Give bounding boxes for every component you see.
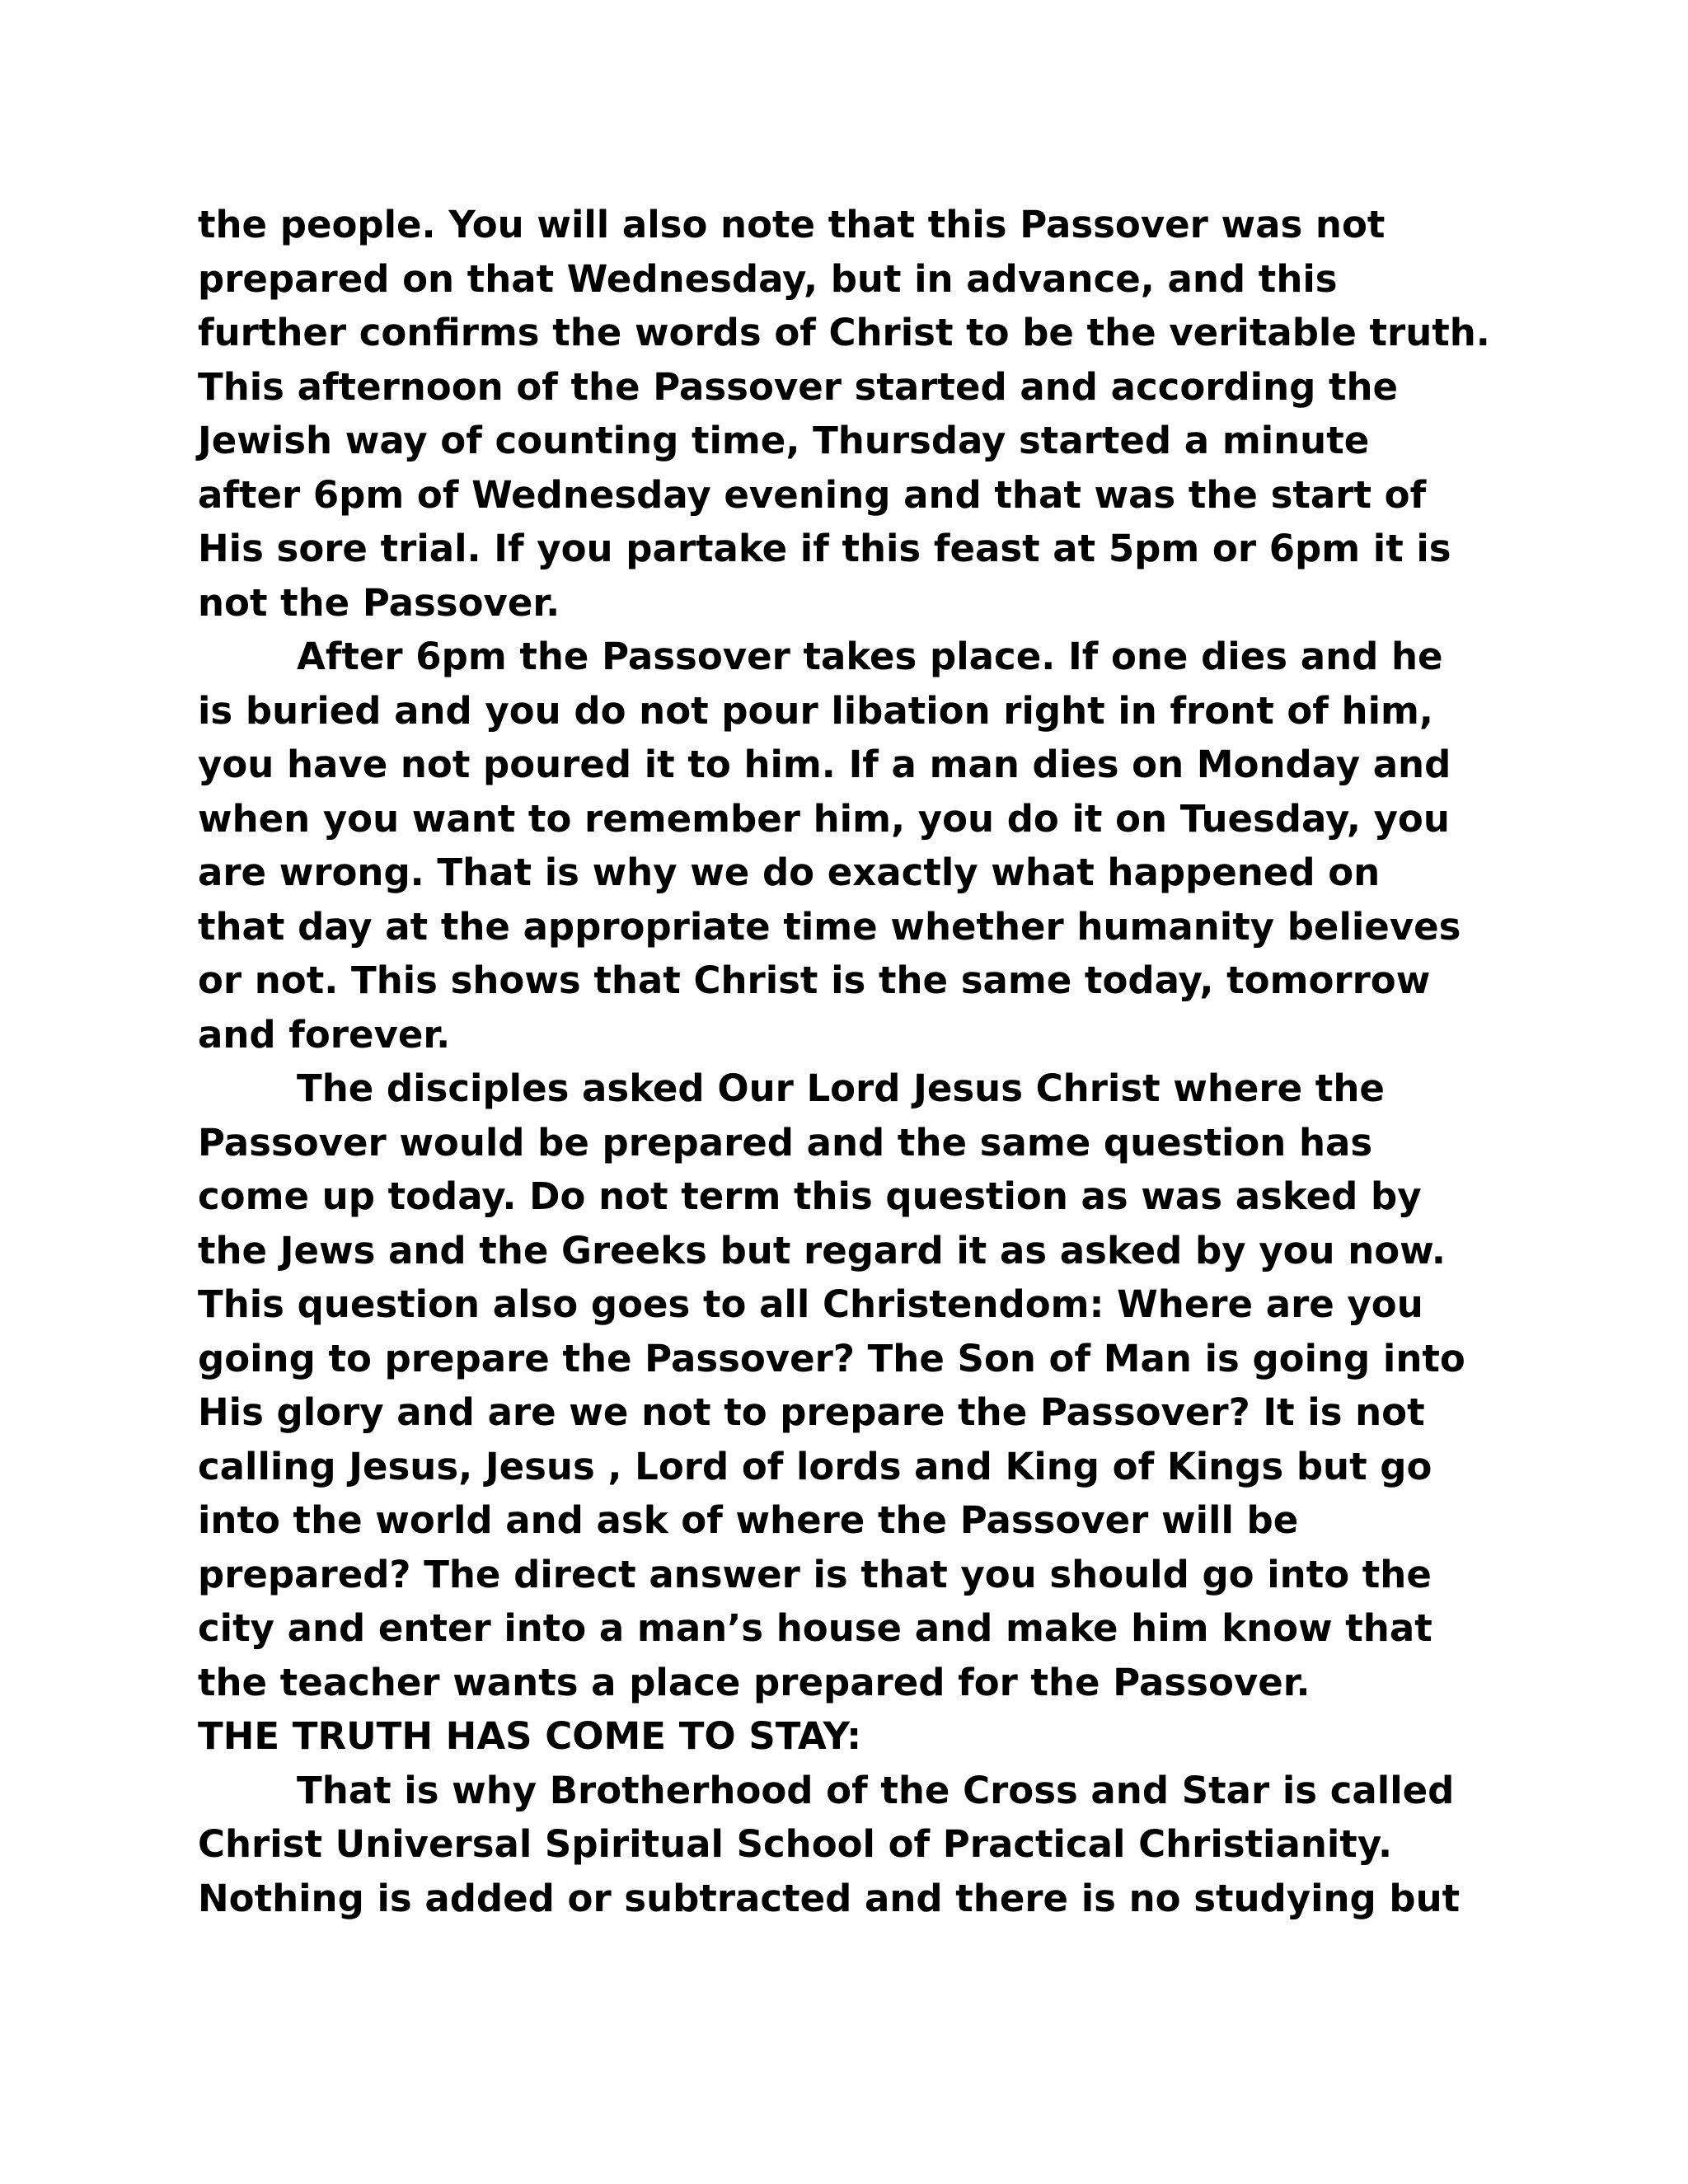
- text-line: when you want to remember him, you do it on Tuesday, you: [198, 796, 1450, 841]
- text-line: the teacher wants a place prepared for the Passover.: [198, 1660, 1311, 1704]
- text-line: Nothing is added or subtracted and there is no studying but: [198, 1876, 1461, 1920]
- text-line: Christ Universal Spiritual School of Practical Christianity.: [198, 1822, 1393, 1866]
- text-line: you have not poured it to him. If a man dies on Monday and: [198, 743, 1451, 786]
- text-line: His glory and are we not to prepare the Passover? It is not: [198, 1390, 1425, 1434]
- text-line: prepared? The direct answer is that you should go into the: [198, 1552, 1432, 1596]
- text-line: further confirms the words of Christ to be the veritable truth.: [198, 311, 1490, 354]
- text-line: prepared on that Wednesday, but in advance, and this: [198, 256, 1338, 301]
- text-line: that day at the appropriate time whether humanity believes: [198, 904, 1461, 949]
- text-line: city and enter into a man’s house and make him know that: [198, 1606, 1432, 1650]
- text-line: or not. This shows that Christ is the same today, tomorrow: [198, 958, 1431, 1002]
- text-line: calling Jesus, Jesus , Lord of lords and King of Kings but go: [198, 1444, 1432, 1488]
- text-line: the Jews and the Greeks but regard it as asked by you now.: [198, 1228, 1446, 1272]
- text-line: Passover would be prepared and the same question has: [198, 1120, 1373, 1165]
- text-line: into the world and ask of where the Passover will be: [198, 1498, 1299, 1542]
- text-line: are wrong. That is why we do exactly what happened on: [198, 851, 1381, 894]
- text-line: The disciples asked Our Lord Jesus Christ where the: [297, 1066, 1385, 1110]
- section-heading: THE TRUTH HAS COME TO STAY:: [198, 1714, 862, 1758]
- body-text: [198, 198, 1500, 1925]
- text-line: His sore trial. If you partake if this feast at 5pm or 6pm it is: [198, 527, 1451, 570]
- text-line: the people. You will also note that this Passover was not: [198, 203, 1386, 246]
- text-line: After 6pm the Passover takes place. If one dies and he: [297, 635, 1443, 678]
- text-line: come up today. Do not term this question as was asked by: [198, 1174, 1422, 1218]
- text-line: going to prepare the Passover? The Son of Man is going into: [198, 1336, 1465, 1380]
- text-line: This afternoon of the Passover started and according the: [198, 364, 1399, 409]
- text-line: This question also goes to all Christendom: Where are you: [198, 1282, 1423, 1326]
- text-line: after 6pm of Wednesday evening and that was the start of: [198, 472, 1427, 517]
- text-line: Jewish way of counting time, Thursday started a minute: [198, 419, 1370, 462]
- text-line: That is why Brotherhood of the Cross and Star is called: [297, 1768, 1455, 1812]
- text-line: is buried and you do not pour libation right in front of him,: [198, 688, 1433, 733]
- text-line: and forever.: [198, 1012, 451, 1057]
- text-line: not the Passover.: [198, 580, 560, 625]
